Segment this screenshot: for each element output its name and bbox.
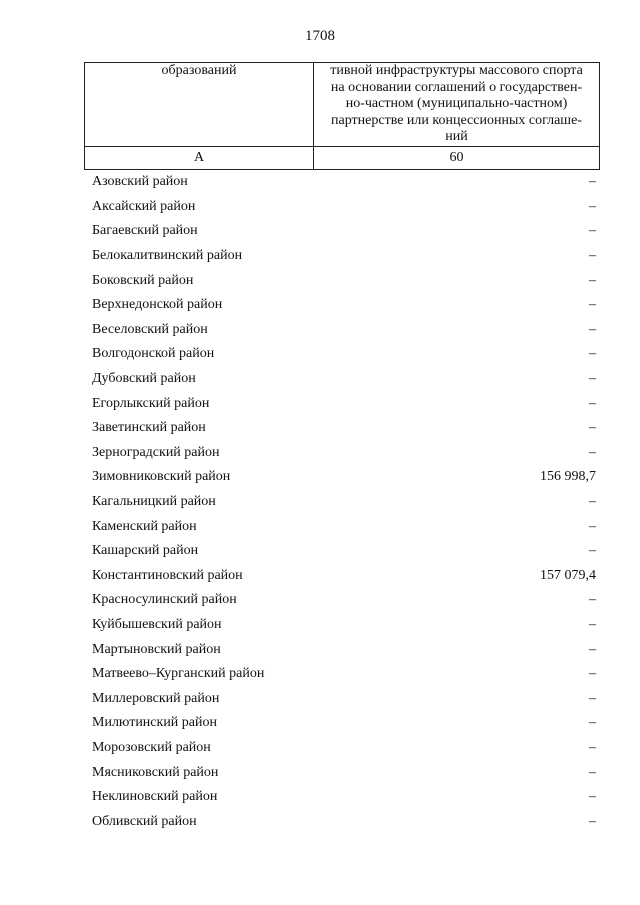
district-name: Милютинский район bbox=[92, 715, 218, 731]
table-header bbox=[84, 62, 600, 170]
table-row bbox=[92, 736, 596, 761]
table-row bbox=[92, 268, 596, 293]
district-name: Дубовский район bbox=[92, 371, 196, 387]
district-value: – bbox=[589, 543, 596, 559]
district-value: – bbox=[589, 346, 596, 362]
table-row bbox=[92, 760, 596, 785]
table-row bbox=[92, 785, 596, 810]
table-row bbox=[92, 391, 596, 416]
table-row bbox=[92, 441, 596, 466]
district-value: – bbox=[589, 248, 596, 264]
district-value: – bbox=[589, 371, 596, 387]
table-row bbox=[92, 342, 596, 367]
district-name: Каменский район bbox=[92, 518, 197, 534]
district-name: Волгодонской район bbox=[92, 346, 215, 362]
district-value: – bbox=[589, 764, 596, 780]
table-row bbox=[92, 637, 596, 662]
table-row bbox=[92, 170, 596, 195]
district-name: Кагальницкий район bbox=[92, 494, 216, 510]
district-name: Кашарский район bbox=[92, 543, 199, 559]
district-value: – bbox=[589, 444, 596, 460]
table-row bbox=[92, 244, 596, 269]
district-value: – bbox=[589, 641, 596, 657]
district-name: Багаевский район bbox=[92, 223, 198, 239]
district-value: – bbox=[589, 420, 596, 436]
district-value: – bbox=[589, 395, 596, 411]
district-name: Куйбышевский район bbox=[92, 616, 222, 632]
district-name: Азовский район bbox=[92, 174, 188, 190]
district-value: – bbox=[589, 666, 596, 682]
table-row bbox=[92, 686, 596, 711]
district-name: Заветинский район bbox=[92, 420, 206, 436]
district-name: Зерноградский район bbox=[92, 444, 220, 460]
header-col-value-line: но-частном (муниципально-частном) bbox=[345, 96, 568, 111]
header-col-value-line: ний bbox=[445, 129, 468, 144]
district-value: – bbox=[589, 592, 596, 608]
table-row bbox=[92, 564, 596, 589]
district-name: Миллеровский район bbox=[92, 690, 220, 706]
header-col-municipality: образований bbox=[85, 63, 314, 147]
district-value: – bbox=[589, 494, 596, 510]
district-value: 157 079,4 bbox=[540, 567, 596, 583]
table-row bbox=[92, 367, 596, 392]
table-row bbox=[92, 416, 596, 441]
column-code-a: А bbox=[85, 146, 314, 169]
district-name: Неклиновский район bbox=[92, 789, 218, 805]
district-name: Белокалитвинский район bbox=[92, 248, 243, 264]
district-name: Обливский район bbox=[92, 813, 197, 829]
table-row bbox=[92, 613, 596, 638]
district-value: – bbox=[589, 297, 596, 313]
district-name: Зимовниковский район bbox=[92, 469, 231, 485]
column-code-60: 60 bbox=[314, 146, 600, 169]
district-name: Матвеево–Курганский район bbox=[92, 666, 265, 682]
header-col-value bbox=[314, 63, 600, 147]
district-name: Боковский район bbox=[92, 272, 194, 288]
header-col-value-line: на основании соглашений о государствен- bbox=[330, 79, 583, 95]
district-name: Веселовский район bbox=[92, 321, 208, 337]
page-number: 1708 bbox=[305, 28, 335, 44]
district-list bbox=[92, 170, 596, 834]
district-value: – bbox=[589, 174, 596, 190]
header-col-value-line: тивной инфраструктуры массового спорта bbox=[330, 63, 583, 78]
district-name: Красносулинский район bbox=[92, 592, 237, 608]
district-value: – bbox=[589, 518, 596, 534]
district-name: Мясниковский район bbox=[92, 764, 219, 780]
table-row bbox=[92, 318, 596, 343]
district-value: – bbox=[589, 789, 596, 805]
table-row bbox=[92, 219, 596, 244]
district-value: – bbox=[589, 715, 596, 731]
table-row bbox=[92, 711, 596, 736]
table-row bbox=[92, 465, 596, 490]
table-row bbox=[92, 809, 596, 834]
table-row bbox=[92, 539, 596, 564]
district-value: – bbox=[589, 690, 596, 706]
district-name: Егорлыкский район bbox=[92, 395, 210, 411]
district-name: Аксайский район bbox=[92, 198, 196, 214]
district-value: – bbox=[589, 198, 596, 214]
district-name: Константиновский район bbox=[92, 567, 243, 583]
table-row bbox=[92, 293, 596, 318]
district-value: – bbox=[589, 739, 596, 755]
district-name: Верхнедонской район bbox=[92, 297, 223, 313]
district-name: Мартыновский район bbox=[92, 641, 221, 657]
table-row bbox=[92, 490, 596, 515]
district-value: – bbox=[589, 223, 596, 239]
district-value: – bbox=[589, 321, 596, 337]
table-row bbox=[92, 195, 596, 220]
district-value: 156 998,7 bbox=[540, 469, 596, 485]
district-value: – bbox=[589, 616, 596, 632]
table-row bbox=[92, 588, 596, 613]
district-name: Морозовский район bbox=[92, 739, 211, 755]
district-value: – bbox=[589, 272, 596, 288]
table-row bbox=[92, 662, 596, 687]
header-col-value-line: партнерстве или концессионных соглаше- bbox=[331, 112, 582, 128]
table-row bbox=[92, 514, 596, 539]
district-value: – bbox=[589, 813, 596, 829]
